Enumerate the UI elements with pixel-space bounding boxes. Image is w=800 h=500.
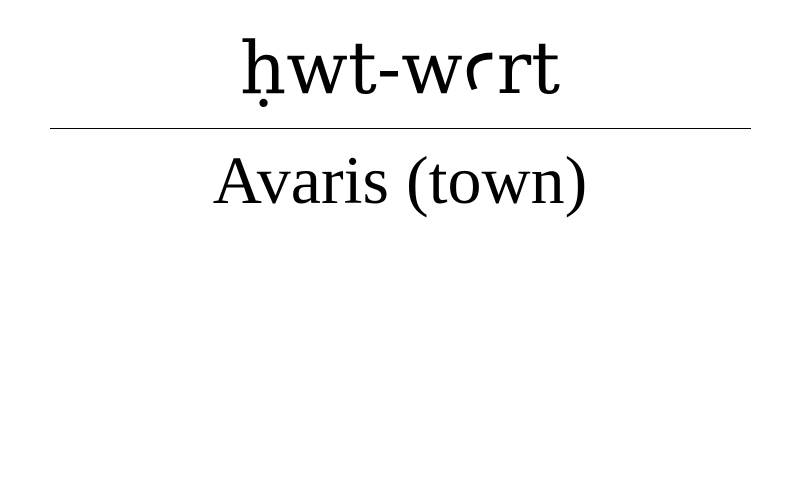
transliteration-heading: ḥwt-wꜥrt	[239, 26, 561, 110]
divider-line	[50, 128, 751, 129]
translation-text: Avaris (town)	[212, 142, 588, 218]
